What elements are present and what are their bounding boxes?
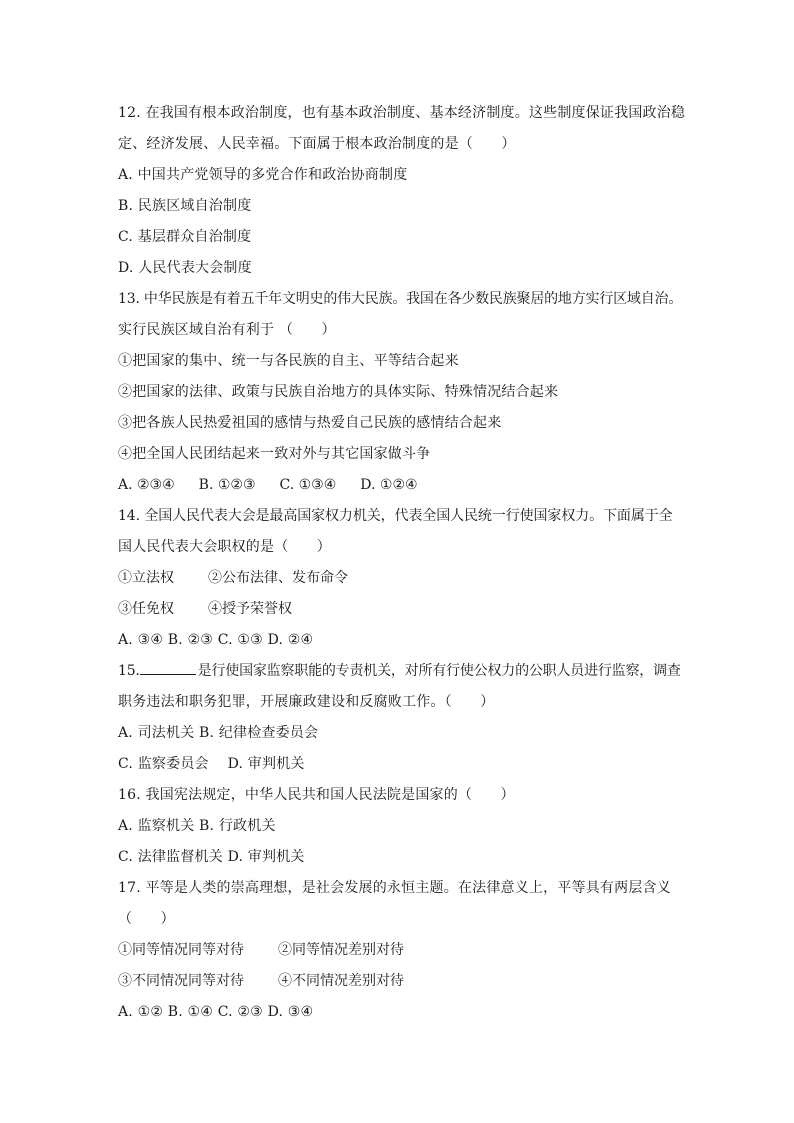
q14-item-3: ③任免权 xyxy=(118,601,174,617)
q14-items-row-1 xyxy=(118,563,678,594)
q13-stem-line-2: 实行民族区域自治有利于 （ ） xyxy=(118,322,336,338)
q13-stem-line-1: 13. 中华民族是有着五千年文明史的伟大民族。我国在各少数民族聚居的地方实行区域自治。 xyxy=(118,291,683,307)
q15-stem-line-1 xyxy=(118,656,681,687)
q12-option-b: B. 民族区域自治制度 xyxy=(118,198,252,214)
q17-items-row-1 xyxy=(118,935,678,966)
q13-item-2: ②把国家的法律、政策与民族自治地方的具体实际、特殊情况结合起来 xyxy=(118,384,559,400)
q12-option-a: A. 中国共产党领导的多党合作和政治协商制度 xyxy=(118,167,408,183)
q13-option-b: B. ①②③ xyxy=(198,477,256,493)
q13-item-1: ①把国家的集中、统一与各民族的自主、平等结合起来 xyxy=(118,353,459,369)
q14-item-1: ①立法权 xyxy=(118,570,174,586)
q16-options-row-1: A. 监察机关 B. 行政机关 xyxy=(118,818,276,834)
q15-fill-blank[interactable] xyxy=(140,660,196,675)
q13-option-a: A. ②③④ xyxy=(118,477,175,493)
q13-options xyxy=(118,470,678,501)
q17-item-3: ③不同情况同等对待 xyxy=(118,973,244,989)
q12-stem-line-2: 定、经济发展、人民幸福。下面属于根本政治制度的是（ ） xyxy=(118,136,516,152)
q14-options: A. ③④ B. ②③ C. ①③ D. ②④ xyxy=(118,632,314,648)
q17-stem-line-2: （ ） xyxy=(118,911,175,927)
q16-options-row-2: C. 法律监督机关 D. 审判机关 xyxy=(118,849,305,865)
q15-stem-line-2: 职务违法和职务犯罪，开展廉政建设和反腐败工作。（ ） xyxy=(118,694,495,710)
q17-items-row-2 xyxy=(118,966,678,997)
q15-number: 15. xyxy=(118,663,140,679)
q12-option-c: C. 基层群众自治制度 xyxy=(118,229,252,245)
q17-item-4: ④不同情况差别对待 xyxy=(278,973,404,989)
q14-item-2: ②公布法律、发布命令 xyxy=(208,570,348,586)
q14-stem-line-2: 国人民代表大会职权的是（ ） xyxy=(118,539,331,555)
document-page xyxy=(118,98,686,1028)
q13-item-3: ③把各族人民热爱祖国的感情与热爱自己民族的感情结合起来 xyxy=(118,415,502,431)
q15-options-row-2: C. 监察委员会 D. 审判机关 xyxy=(118,756,305,772)
q12-stem-line-1: 12. 在我国有根本政治制度，也有基本政治制度、基本经济制度。这些制度保证我国政治稳 xyxy=(118,105,686,121)
q15-stem-text: 是行使国家监察职能的专责机关，对所有行使公权力的公职人员进行监察，调查 xyxy=(197,663,681,679)
q17-options: A. ①② B. ①④ C. ②③ D. ③④ xyxy=(118,1004,314,1020)
q13-option-c: C. ①③④ xyxy=(279,477,337,493)
q13-option-d: D. ①②④ xyxy=(360,477,418,493)
q14-items-row-2 xyxy=(118,594,678,625)
q12-option-d: D. 人民代表大会制度 xyxy=(118,260,252,276)
q17-item-2: ②同等情况差别对待 xyxy=(278,942,404,958)
q14-item-4: ④授予荣誉权 xyxy=(208,601,292,617)
q17-stem-line-1: 17. 平等是人类的崇高理想，是社会发展的永恒主题。在法律意义上，平等具有两层含义 xyxy=(118,880,671,896)
q14-stem-line-1: 14. 全国人民代表大会是最高国家权力机关，代表全国人民统一行使国家权力。下面属于全 xyxy=(118,508,673,524)
q16-stem-line-1: 16. 我国宪法规定，中华人民共和国人民法院是国家的（ ） xyxy=(118,787,515,803)
q15-options-row-1: A. 司法机关 B. 纪律检查委员会 xyxy=(118,725,319,741)
q17-item-1: ①同等情况同等对待 xyxy=(118,942,244,958)
q13-item-4: ④把全国人民团结起来一致对外与其它国家做斗争 xyxy=(118,446,431,462)
